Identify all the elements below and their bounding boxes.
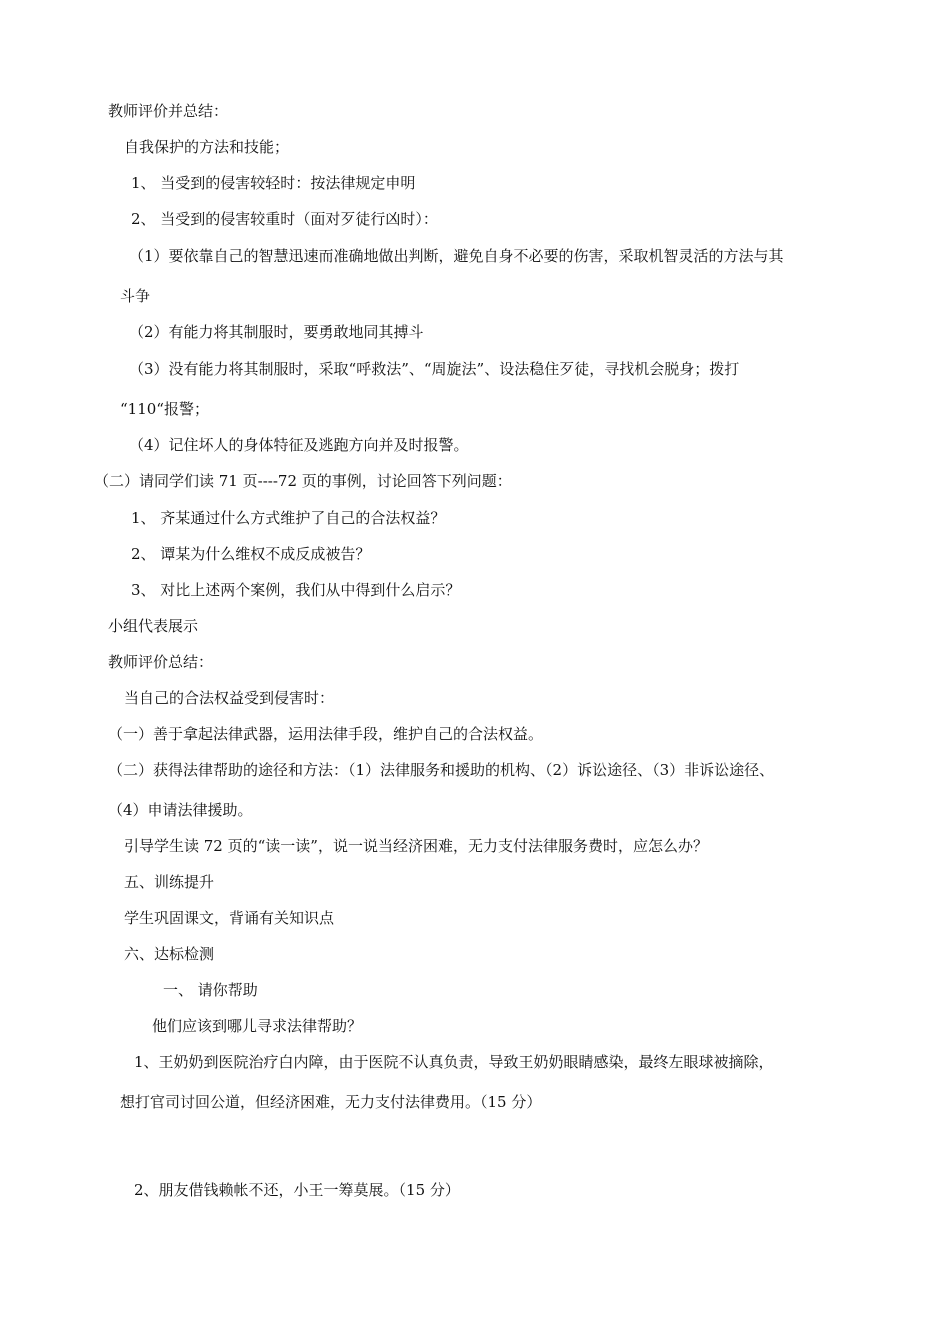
text-line: （一）善于拿起法律武器，运用法律手段，维护自己的合法权益。 (108, 725, 544, 743)
text-line: 2、 谭某为什么维权不成反成被告？ (131, 545, 371, 563)
text-line: 1、王奶奶到医院治疗白内障，由于医院不认真负责，导致王奶奶眼睛感染，最终左眼球被摘除， (134, 1053, 774, 1071)
text-line: 他们应该到哪儿寻求法律帮助？ (152, 1017, 363, 1035)
text-line: 一、 请你帮助 (163, 981, 258, 999)
text-line: 教师评价总结： (108, 653, 214, 671)
text-line: （4）记住坏人的身体特征及逃跑方向并及时报警。 (129, 436, 469, 454)
text-line: 当自己的合法权益受到侵害时： (124, 689, 335, 707)
text-line: 1、 当受到的侵害较轻时：按法律规定申明 (131, 174, 416, 192)
text-line: 五、训练提升 (124, 873, 215, 891)
text-line: （3）没有能力将其制服时，采取“呼救法”、“周旋法”、设法稳住歹徒，寻找机会脱身；拨打 (129, 360, 740, 378)
text-line: 引导学生读 72 页的“读一读”，说一说当经济困难，无力支付法律服务费时，应怎么办？ (124, 837, 708, 855)
text-line: 2、 当受到的侵害较重时（面对歹徒行凶时）： (131, 210, 438, 228)
text-line: 2、朋友借钱赖帐不还，小王一筹莫展。（15 分） (134, 1181, 460, 1199)
text-line: 1、 齐某通过什么方式维护了自己的合法权益？ (131, 509, 446, 527)
text-line: 教师评价并总结： (108, 102, 229, 120)
text-line: （1）要依靠自己的智慧迅速而准确地做出判断，避免自身不必要的伤害，采取机智灵活的方法与其 (129, 247, 784, 265)
text-line: 自我保护的方法和技能； (124, 138, 290, 156)
text-line: 学生巩固课文，背诵有关知识点 (124, 909, 335, 927)
text-line: 斗争 (120, 287, 151, 305)
text-line: （2）有能力将其制服时，要勇敢地同其搏斗 (129, 323, 424, 341)
text-line: 想打官司讨回公道，但经济困难，无力支付法律费用。（15 分） (120, 1093, 542, 1111)
text-line: 六、达标检测 (124, 945, 215, 963)
text-line: 小组代表展示 (108, 617, 199, 635)
text-line: 3、 对比上述两个案例，我们从中得到什么启示？ (131, 581, 461, 599)
text-line: “110“报警； (120, 400, 209, 418)
text-line: （二）请同学们读 71 页----72 页的事例，讨论回答下列问题： (94, 472, 512, 490)
text-line: （4）申请法律援助。 (108, 801, 253, 819)
text-line: （二）获得法律帮助的途径和方法：（1）法律服务和援助的机构、（2）诉讼途径、（3）非诉讼途径、 (108, 761, 775, 779)
